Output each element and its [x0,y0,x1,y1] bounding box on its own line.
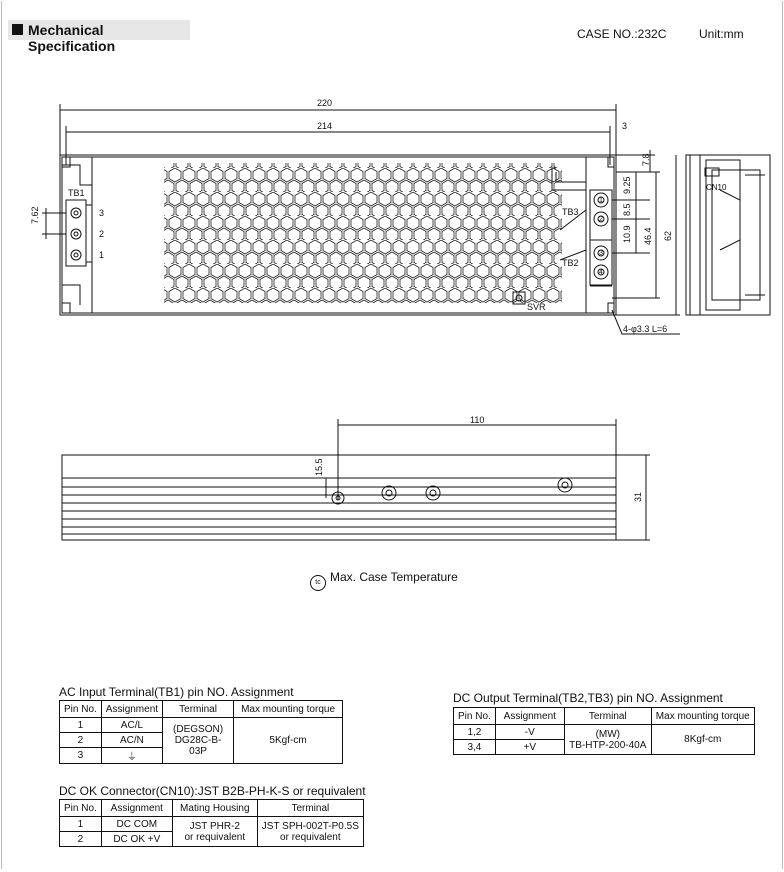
col-pin-no: Pin No. [454,708,496,725]
housing-line-2: or requivalent [184,831,246,843]
torque-cell: 8Kgf-cm [651,725,754,755]
col-pin-no: Pin No. [60,701,102,718]
tb1-table-caption: AC Input Terminal(TB1) pin NO. Assignment [59,685,294,699]
side-view [62,419,650,540]
table-row [454,725,755,740]
dc-output-table [453,707,755,755]
housing-cell [172,817,257,847]
col-mating-housing: Mating Housing [172,800,257,817]
svr-label: SVR [527,302,546,312]
assign-cell: DC OK +V [101,832,172,847]
col-terminal: Terminal [163,701,234,718]
assign-cell: DC COM [101,817,172,832]
cn10-table [59,799,364,847]
dim-width: 62 [663,230,673,241]
col-assignment: Assignment [101,800,172,817]
tc-point-icon: tc [310,575,326,591]
cn10-table-caption: DC OK Connector(CN10):JST B2B-PH-K-S or requivalent [59,784,366,798]
dim-8-5: 8.5 [622,203,632,216]
terminal-line-2: or requivalent [280,831,341,843]
tb1-pin-1: 1 [99,250,105,260]
terminal-line-1: (MW) [595,728,621,740]
assign-cell: -V [495,725,564,740]
ground-symbol-icon: ⏚ [101,748,162,764]
terminal-line-1: JST SPH-002T-P0.5S [261,820,359,832]
housing-line-1: JST PHR-2 [189,820,240,832]
dim-10-9: 10.9 [622,225,632,243]
torque-cell: 5Kgf-cm [234,718,343,764]
pin-cell: 1 [60,817,102,832]
terminal-line-2: TB-HTP-200-40A [569,739,647,751]
tb3-pin-2: 2 [599,216,603,223]
dim-height: 31 [633,491,643,502]
dim-overall-length: 220 [317,98,333,108]
dim-side-span: 110 [470,415,485,425]
table-row [60,817,364,832]
col-assignment: Assignment [101,701,162,718]
terminal-cell [564,725,651,755]
tb1-pin-2: 2 [99,229,105,239]
dc-table-caption: DC Output Terminal(TB2,TB3) pin NO. Assignment [453,691,723,705]
col-torque: Max mounting torque [234,701,343,718]
case-number: CASE NO.:232C [577,27,667,41]
terminal-cell: (DEGSON) DG28C-B-03P [163,718,234,764]
tb1-label: TB1 [68,188,85,198]
end-view [686,155,770,315]
tb3-label: TB3 [562,207,579,217]
col-torque: Max mounting torque [651,708,754,725]
col-assignment: Assignment [495,708,564,725]
dim-side-height: 15.5 [314,458,324,476]
pin-cell: 1,2 [454,725,496,740]
pin-cell: 2 [60,733,102,748]
pin-cell: 2 [60,832,102,847]
terminal-cell [257,817,363,847]
assign-cell: AC/L [101,718,162,733]
tb2-pin-3: 3 [599,250,603,257]
tc-legend [310,570,458,591]
dim-hole-span: 214 [317,121,333,131]
pin-cell: 1 [60,718,102,733]
tb3-pin-1: 1 [599,197,603,204]
cn10-label: CN10 [706,183,727,192]
section-title: Mechanical Specification [28,22,116,54]
tb1-table [59,700,343,764]
col-pin-no: Pin No. [60,800,102,817]
unit-label: Unit:mm [699,27,744,41]
dim-tb1-pitch: 7.62 [30,206,40,224]
pin-cell: 3 [60,748,102,764]
col-terminal: Terminal [564,708,651,725]
dim-9-25: 9.25 [622,176,632,194]
tb2-pin-4: 4 [599,269,603,276]
dim-edge-offset: 3 [622,121,628,131]
pin-cell: 3,4 [454,740,496,755]
assign-cell: AC/N [101,733,162,748]
table-row [60,718,343,733]
dim-top-offset: 7.8 [641,153,651,166]
tb1-pin-3: 3 [99,208,105,218]
mount-holes-note: 4-φ3.3 L=6 [623,324,668,334]
assign-cell: +V [495,740,564,755]
dim-46-4: 46.4 [643,227,653,245]
col-terminal: Terminal [257,800,363,817]
tc-legend-text: Max. Case Temperature [330,570,458,584]
tb2-label: TB2 [562,258,579,268]
